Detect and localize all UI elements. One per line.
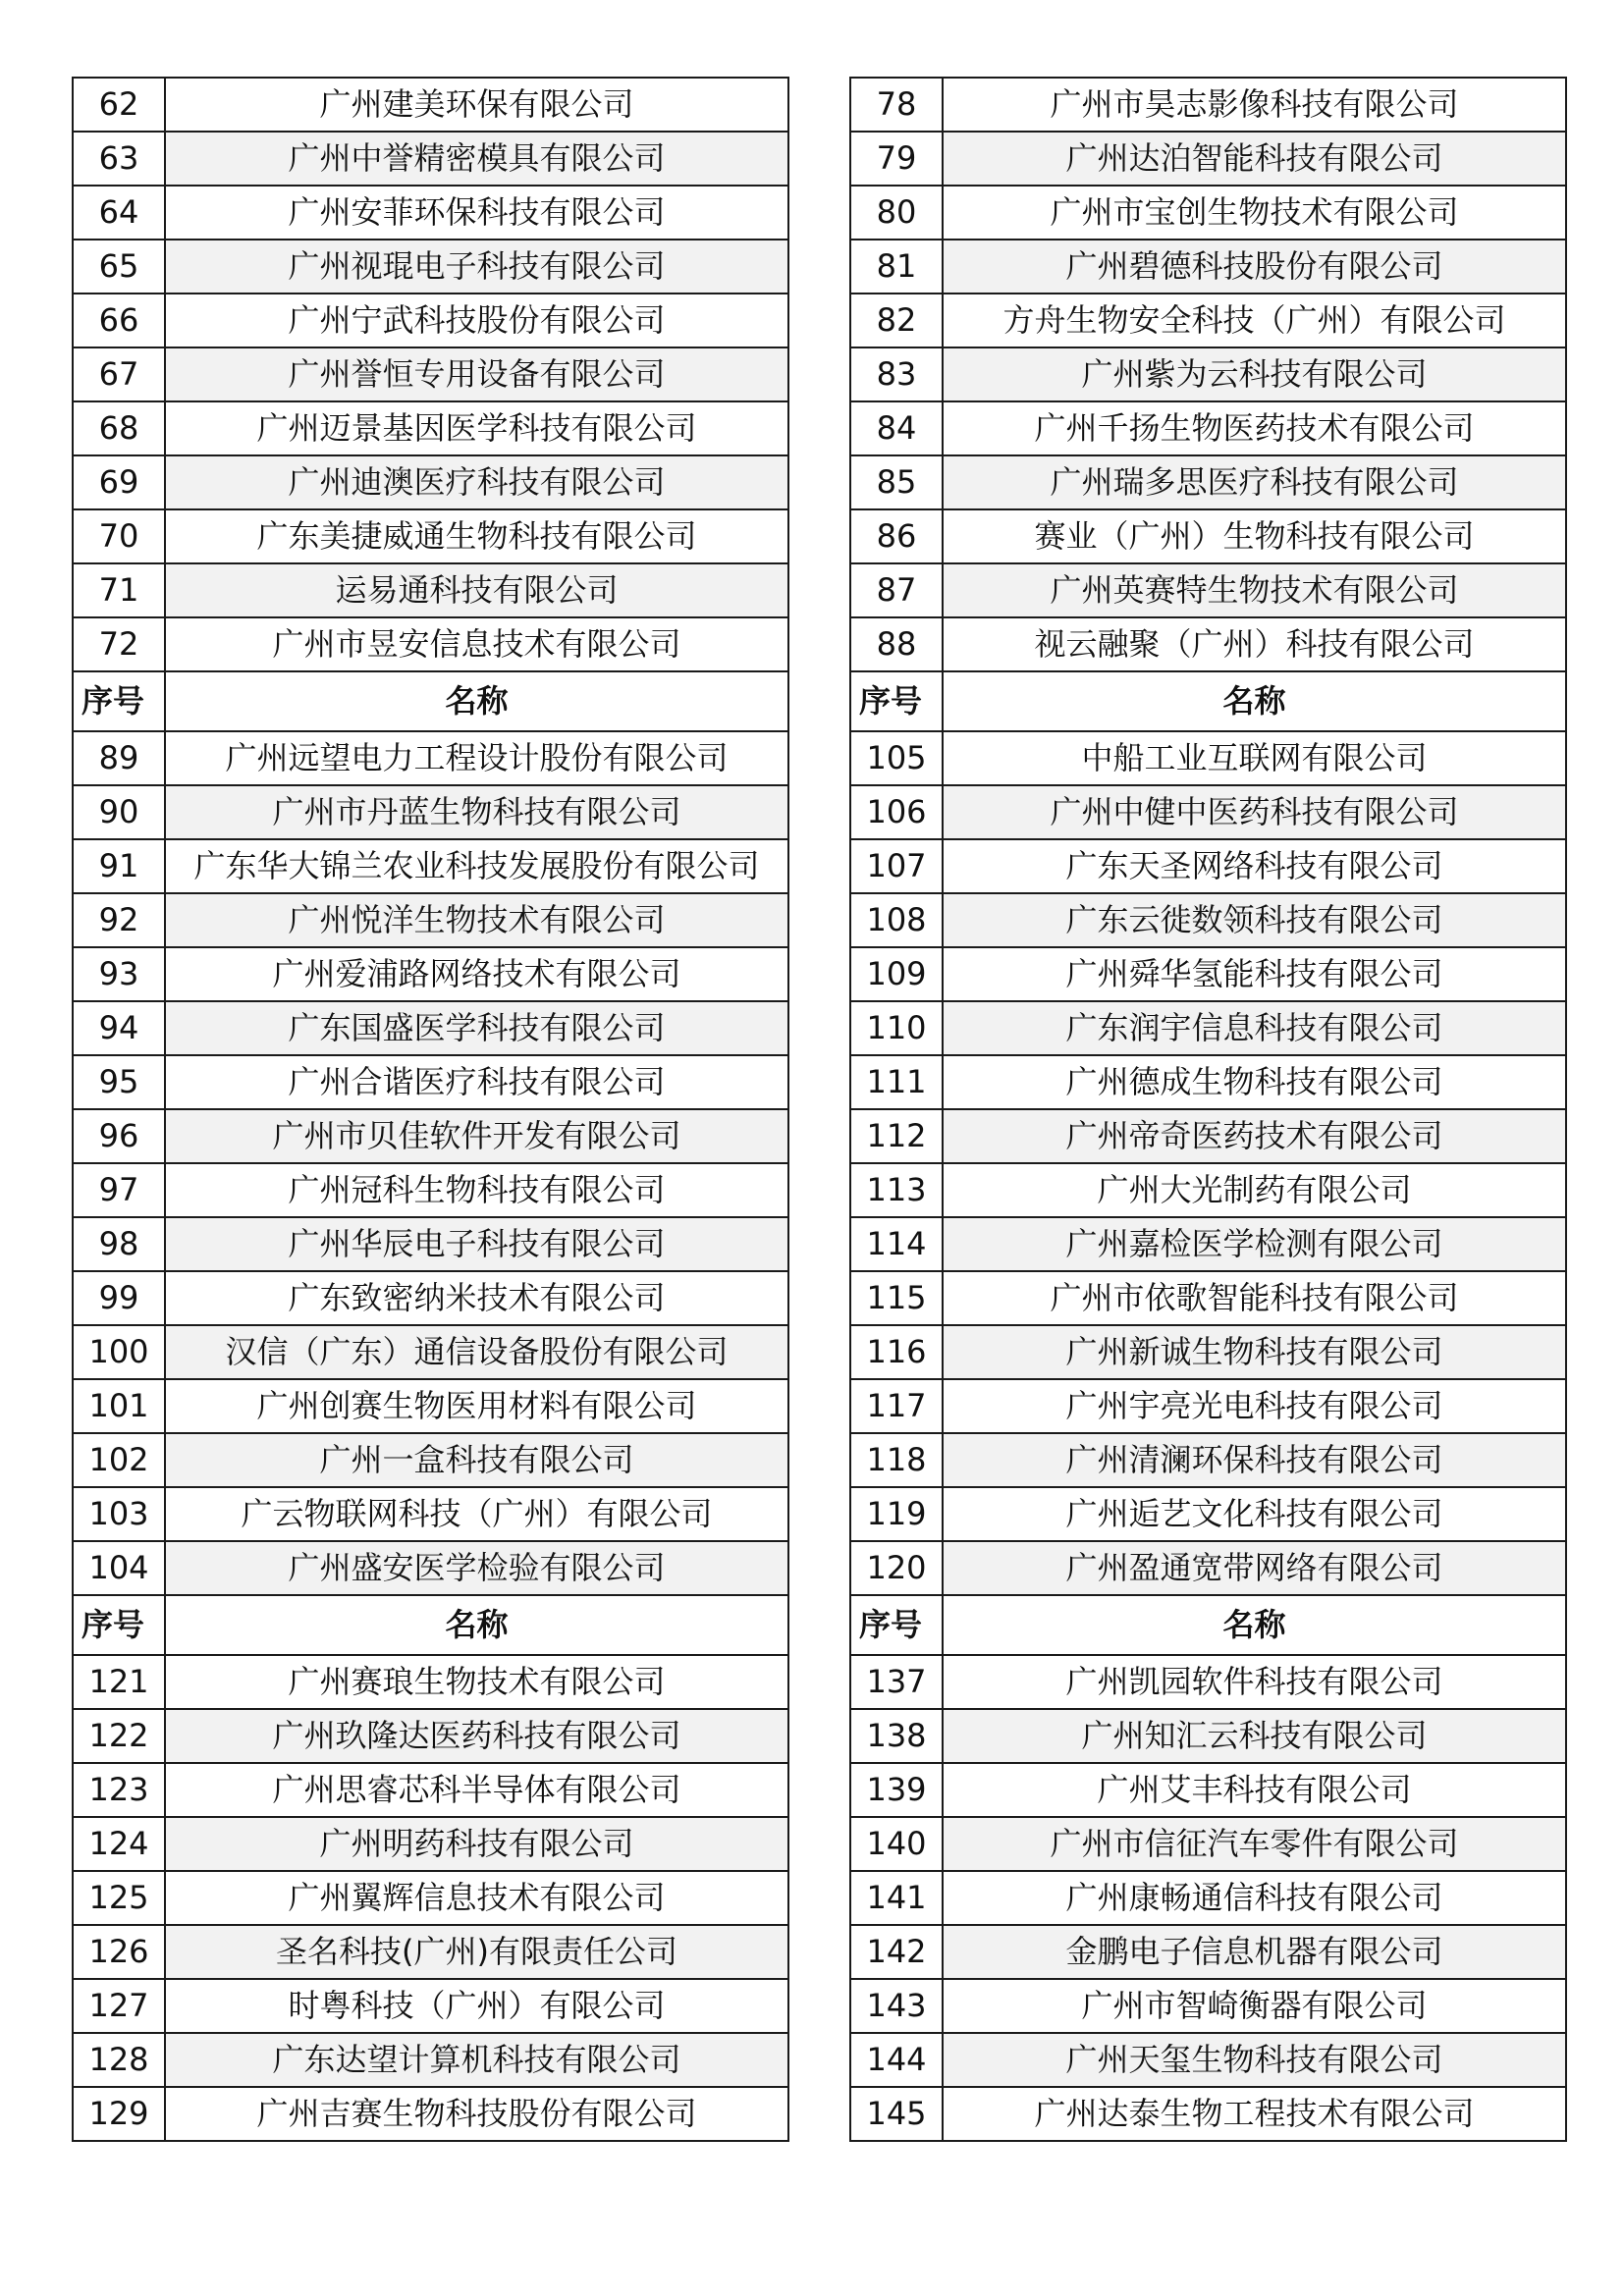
serial-number-cell: 82	[850, 294, 943, 347]
company-name-cell: 广州市智崎衡器有限公司	[943, 1979, 1566, 2033]
serial-number-cell: 143	[850, 1979, 943, 2033]
table-row	[73, 132, 788, 186]
company-name-cell: 广州翼辉信息技术有限公司	[165, 1871, 788, 1925]
serial-number-cell: 83	[850, 347, 943, 401]
serial-number-cell: 106	[850, 785, 943, 839]
serial-number-cell: 141	[850, 1871, 943, 1925]
serial-number-cell: 125	[73, 1871, 165, 1925]
table-row	[850, 785, 1566, 839]
header-serial-number: 序号	[850, 671, 943, 731]
company-name-cell: 广州宇亮光电科技有限公司	[943, 1379, 1566, 1433]
company-name-cell: 广云物联网科技（广州）有限公司	[165, 1487, 788, 1541]
table-row	[850, 1979, 1566, 2033]
table-row	[850, 509, 1566, 563]
serial-number-cell: 138	[850, 1709, 943, 1763]
serial-number-cell: 102	[73, 1433, 165, 1487]
serial-number-cell: 90	[73, 785, 165, 839]
serial-number-cell: 69	[73, 455, 165, 509]
table-row	[73, 455, 788, 509]
table-row	[73, 1271, 788, 1325]
serial-number-cell: 118	[850, 1433, 943, 1487]
company-name-cell: 广州悦洋生物技术有限公司	[165, 893, 788, 947]
serial-number-cell: 72	[73, 617, 165, 671]
table-row	[73, 947, 788, 1001]
company-name-cell: 广州市信征汽车零件有限公司	[943, 1817, 1566, 1871]
company-table-right-body	[850, 78, 1566, 2141]
serial-number-cell: 128	[73, 2033, 165, 2087]
serial-number-cell: 111	[850, 1055, 943, 1109]
table-row	[73, 1925, 788, 1979]
table-row	[73, 1487, 788, 1541]
serial-number-cell: 114	[850, 1217, 943, 1271]
company-name-cell: 广州瑞多思医疗科技有限公司	[943, 455, 1566, 509]
company-name-cell: 广州市宝创生物技术有限公司	[943, 186, 1566, 240]
serial-number-cell: 92	[73, 893, 165, 947]
serial-number-cell: 110	[850, 1001, 943, 1055]
serial-number-cell: 98	[73, 1217, 165, 1271]
company-name-cell: 广东达望计算机科技有限公司	[165, 2033, 788, 2087]
table-row	[73, 1055, 788, 1109]
table-row	[850, 563, 1566, 617]
table-row	[850, 1709, 1566, 1763]
table-row	[73, 1979, 788, 2033]
table-row	[73, 401, 788, 455]
table-row	[73, 2033, 788, 2087]
table-row	[850, 1217, 1566, 1271]
table-row	[73, 1709, 788, 1763]
serial-number-cell: 140	[850, 1817, 943, 1871]
serial-number-cell: 86	[850, 509, 943, 563]
table-row	[73, 347, 788, 401]
table-row	[73, 2087, 788, 2141]
serial-number-cell: 144	[850, 2033, 943, 2087]
table-row	[73, 893, 788, 947]
company-name-cell: 广州合谐医疗科技有限公司	[165, 1055, 788, 1109]
header-company-name: 名称	[943, 1595, 1566, 1655]
company-name-cell: 广东美捷威通生物科技有限公司	[165, 509, 788, 563]
header-row	[73, 1595, 788, 1655]
table-row	[73, 1325, 788, 1379]
company-name-cell: 广州宁武科技股份有限公司	[165, 294, 788, 347]
company-name-cell: 广州盛安医学检验有限公司	[165, 1541, 788, 1595]
serial-number-cell: 68	[73, 401, 165, 455]
company-name-cell: 广东华大锦兰农业科技发展股份有限公司	[165, 839, 788, 893]
company-name-cell: 广州紫为云科技有限公司	[943, 347, 1566, 401]
serial-number-cell: 113	[850, 1163, 943, 1217]
company-name-cell: 广东天圣网络科技有限公司	[943, 839, 1566, 893]
table-row	[73, 509, 788, 563]
serial-number-cell: 66	[73, 294, 165, 347]
company-name-cell: 广州安菲环保科技有限公司	[165, 186, 788, 240]
company-name-cell: 广州市丹蓝生物科技有限公司	[165, 785, 788, 839]
company-name-cell: 广州清澜环保科技有限公司	[943, 1433, 1566, 1487]
serial-number-cell: 96	[73, 1109, 165, 1163]
table-row	[850, 186, 1566, 240]
company-name-cell: 广州赛琅生物技术有限公司	[165, 1655, 788, 1709]
serial-number-cell: 109	[850, 947, 943, 1001]
serial-number-cell: 123	[73, 1763, 165, 1817]
company-name-cell: 时粤科技（广州）有限公司	[165, 1979, 788, 2033]
company-name-cell: 广州盈通宽带网络有限公司	[943, 1541, 1566, 1595]
company-name-cell: 广州冠科生物科技有限公司	[165, 1163, 788, 1217]
company-name-cell: 广州天玺生物科技有限公司	[943, 2033, 1566, 2087]
company-name-cell: 广州帝奇医药技术有限公司	[943, 1109, 1566, 1163]
table-row	[850, 1817, 1566, 1871]
company-name-cell: 广州舜华氢能科技有限公司	[943, 947, 1566, 1001]
company-name-cell: 广州嘉检医学检测有限公司	[943, 1217, 1566, 1271]
header-company-name: 名称	[165, 671, 788, 731]
company-name-cell: 广州艾丰科技有限公司	[943, 1763, 1566, 1817]
serial-number-cell: 116	[850, 1325, 943, 1379]
company-name-cell: 广州市贝佳软件开发有限公司	[165, 1109, 788, 1163]
table-row	[73, 240, 788, 294]
table-row	[850, 1763, 1566, 1817]
company-name-cell: 广州爱浦路网络技术有限公司	[165, 947, 788, 1001]
serial-number-cell: 70	[73, 509, 165, 563]
serial-number-cell: 67	[73, 347, 165, 401]
table-row	[850, 455, 1566, 509]
table-row	[73, 1871, 788, 1925]
header-serial-number: 序号	[850, 1595, 943, 1655]
table-row	[850, 1271, 1566, 1325]
company-name-cell: 广东国盛医学科技有限公司	[165, 1001, 788, 1055]
serial-number-cell: 87	[850, 563, 943, 617]
table-row	[73, 1217, 788, 1271]
serial-number-cell: 65	[73, 240, 165, 294]
table-row	[850, 132, 1566, 186]
table-row	[73, 294, 788, 347]
company-name-cell: 运易通科技有限公司	[165, 563, 788, 617]
serial-number-cell: 115	[850, 1271, 943, 1325]
table-row	[850, 401, 1566, 455]
serial-number-cell: 120	[850, 1541, 943, 1595]
company-table-right	[849, 77, 1567, 2142]
company-name-cell: 广州逅艺文化科技有限公司	[943, 1487, 1566, 1541]
table-row	[850, 1001, 1566, 1055]
company-name-cell: 广州千扬生物医药技术有限公司	[943, 401, 1566, 455]
table-row	[850, 2033, 1566, 2087]
company-table-left	[72, 77, 789, 2142]
table-row	[73, 1433, 788, 1487]
serial-number-cell: 142	[850, 1925, 943, 1979]
table-row	[850, 1055, 1566, 1109]
company-name-cell: 广州达泊智能科技有限公司	[943, 132, 1566, 186]
company-name-cell: 广州碧德科技股份有限公司	[943, 240, 1566, 294]
serial-number-cell: 88	[850, 617, 943, 671]
table-row	[850, 1655, 1566, 1709]
serial-number-cell: 121	[73, 1655, 165, 1709]
serial-number-cell: 104	[73, 1541, 165, 1595]
table-row	[850, 1541, 1566, 1595]
serial-number-cell: 94	[73, 1001, 165, 1055]
company-name-cell: 广州华辰电子科技有限公司	[165, 1217, 788, 1271]
serial-number-cell: 129	[73, 2087, 165, 2141]
serial-number-cell: 78	[850, 78, 943, 132]
company-name-cell: 广州大光制药有限公司	[943, 1163, 1566, 1217]
table-row	[73, 1655, 788, 1709]
company-name-cell: 视云融聚（广州）科技有限公司	[943, 617, 1566, 671]
table-row	[73, 1763, 788, 1817]
serial-number-cell: 103	[73, 1487, 165, 1541]
company-name-cell: 广州思睿芯科半导体有限公司	[165, 1763, 788, 1817]
company-name-cell: 广州建美环保有限公司	[165, 78, 788, 132]
serial-number-cell: 79	[850, 132, 943, 186]
company-name-cell: 广州玖隆达医药科技有限公司	[165, 1709, 788, 1763]
serial-number-cell: 108	[850, 893, 943, 947]
serial-number-cell: 84	[850, 401, 943, 455]
table-row	[850, 731, 1566, 785]
table-row	[73, 186, 788, 240]
serial-number-cell: 127	[73, 1979, 165, 2033]
table-row	[73, 731, 788, 785]
serial-number-cell: 137	[850, 1655, 943, 1709]
table-row	[850, 893, 1566, 947]
serial-number-cell: 93	[73, 947, 165, 1001]
table-row	[73, 1163, 788, 1217]
table-row	[850, 1925, 1566, 1979]
company-name-cell: 广州市依歌智能科技有限公司	[943, 1271, 1566, 1325]
table-row	[850, 347, 1566, 401]
table-row	[73, 1001, 788, 1055]
table-row	[73, 1817, 788, 1871]
serial-number-cell: 126	[73, 1925, 165, 1979]
header-serial-number: 序号	[73, 1595, 165, 1655]
header-row	[73, 671, 788, 731]
company-name-cell: 赛业（广州）生物科技有限公司	[943, 509, 1566, 563]
table-row	[850, 1433, 1566, 1487]
company-name-cell: 广州远望电力工程设计股份有限公司	[165, 731, 788, 785]
table-row	[850, 78, 1566, 132]
serial-number-cell: 107	[850, 839, 943, 893]
table-row	[73, 617, 788, 671]
company-name-cell: 广东致密纳米技术有限公司	[165, 1271, 788, 1325]
company-name-cell: 广州知汇云科技有限公司	[943, 1709, 1566, 1763]
serial-number-cell: 89	[73, 731, 165, 785]
serial-number-cell: 62	[73, 78, 165, 132]
table-row	[850, 1871, 1566, 1925]
company-name-cell: 方舟生物安全科技（广州）有限公司	[943, 294, 1566, 347]
table-row	[850, 1379, 1566, 1433]
serial-number-cell: 95	[73, 1055, 165, 1109]
company-name-cell: 广州凯园软件科技有限公司	[943, 1655, 1566, 1709]
header-row	[850, 671, 1566, 731]
table-row	[850, 617, 1566, 671]
company-name-cell: 广州中誉精密模具有限公司	[165, 132, 788, 186]
company-table-left-body	[73, 78, 788, 2141]
company-name-cell: 圣名科技(广州)有限责任公司	[165, 1925, 788, 1979]
table-row	[850, 294, 1566, 347]
serial-number-cell: 85	[850, 455, 943, 509]
table-row	[850, 1487, 1566, 1541]
company-name-cell: 广州视琨电子科技有限公司	[165, 240, 788, 294]
header-company-name: 名称	[165, 1595, 788, 1655]
company-name-cell: 广州市昱安信息技术有限公司	[165, 617, 788, 671]
header-company-name: 名称	[943, 671, 1566, 731]
company-name-cell: 广州一盒科技有限公司	[165, 1433, 788, 1487]
company-name-cell: 广州誉恒专用设备有限公司	[165, 347, 788, 401]
company-name-cell: 广州市昊志影像科技有限公司	[943, 78, 1566, 132]
company-name-cell: 广州吉赛生物科技股份有限公司	[165, 2087, 788, 2141]
table-row	[850, 839, 1566, 893]
table-row	[850, 1325, 1566, 1379]
table-row	[73, 563, 788, 617]
serial-number-cell: 145	[850, 2087, 943, 2141]
serial-number-cell: 81	[850, 240, 943, 294]
table-row	[73, 785, 788, 839]
serial-number-cell: 117	[850, 1379, 943, 1433]
table-row	[73, 1541, 788, 1595]
company-name-cell: 金鹏电子信息机器有限公司	[943, 1925, 1566, 1979]
company-name-cell: 广州新诚生物科技有限公司	[943, 1325, 1566, 1379]
company-name-cell: 广州创赛生物医用材料有限公司	[165, 1379, 788, 1433]
serial-number-cell: 100	[73, 1325, 165, 1379]
serial-number-cell: 101	[73, 1379, 165, 1433]
serial-number-cell: 64	[73, 186, 165, 240]
header-row	[850, 1595, 1566, 1655]
company-name-cell: 汉信（广东）通信设备股份有限公司	[165, 1325, 788, 1379]
company-name-cell: 中船工业互联网有限公司	[943, 731, 1566, 785]
serial-number-cell: 63	[73, 132, 165, 186]
table-row	[850, 1163, 1566, 1217]
serial-number-cell: 119	[850, 1487, 943, 1541]
table-row	[850, 947, 1566, 1001]
company-name-cell: 广州德成生物科技有限公司	[943, 1055, 1566, 1109]
table-row	[73, 1109, 788, 1163]
company-name-cell: 广州康畅通信科技有限公司	[943, 1871, 1566, 1925]
company-name-cell: 广州中健中医药科技有限公司	[943, 785, 1566, 839]
company-name-cell: 广东润宇信息科技有限公司	[943, 1001, 1566, 1055]
serial-number-cell: 99	[73, 1271, 165, 1325]
serial-number-cell: 105	[850, 731, 943, 785]
company-name-cell: 广州英赛特生物技术有限公司	[943, 563, 1566, 617]
table-row	[850, 2087, 1566, 2141]
table-row	[73, 839, 788, 893]
company-name-cell: 广州达泰生物工程技术有限公司	[943, 2087, 1566, 2141]
table-row	[73, 78, 788, 132]
serial-number-cell: 124	[73, 1817, 165, 1871]
serial-number-cell: 71	[73, 563, 165, 617]
table-row	[73, 1379, 788, 1433]
serial-number-cell: 80	[850, 186, 943, 240]
table-row	[850, 1109, 1566, 1163]
company-name-cell: 广州明药科技有限公司	[165, 1817, 788, 1871]
table-row	[850, 240, 1566, 294]
serial-number-cell: 122	[73, 1709, 165, 1763]
serial-number-cell: 139	[850, 1763, 943, 1817]
serial-number-cell: 112	[850, 1109, 943, 1163]
company-name-cell: 广东云徙数领科技有限公司	[943, 893, 1566, 947]
serial-number-cell: 91	[73, 839, 165, 893]
serial-number-cell: 97	[73, 1163, 165, 1217]
company-name-cell: 广州迈景基因医学科技有限公司	[165, 401, 788, 455]
header-serial-number: 序号	[73, 671, 165, 731]
company-name-cell: 广州迪澳医疗科技有限公司	[165, 455, 788, 509]
